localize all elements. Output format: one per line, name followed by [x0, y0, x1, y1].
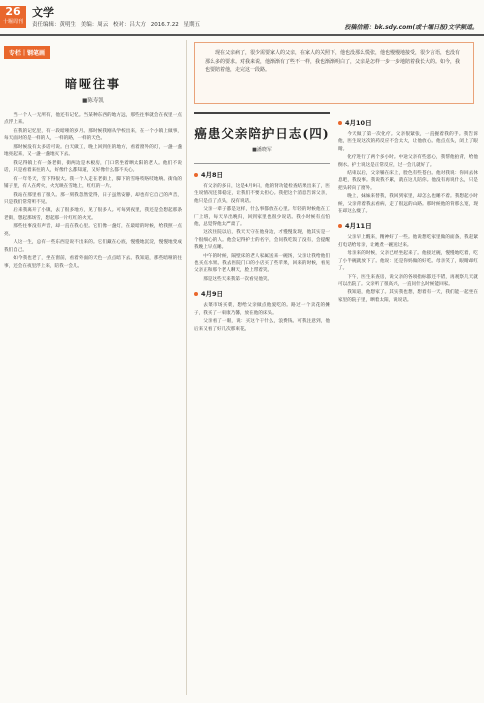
entry-date: 4月9日 — [194, 289, 330, 298]
page-sub-label: 十堰周刊 — [2, 19, 23, 25]
left-article-headline: 暗哑往事 — [64, 77, 121, 91]
left-article — [4, 40, 182, 695]
bullet-icon — [338, 121, 342, 125]
left-article-body — [4, 112, 182, 270]
diary-entry — [194, 289, 330, 333]
paragraph: 晚上，妹妹来替我，我回到家里，却怎么也睡不着。我想起小时候，父亲背着我去看病，走了很远的山路。那时候他的背那么宽，现在却这么瘦了。 — [338, 194, 478, 215]
editor-credits — [32, 20, 203, 28]
issue-weekday: 星期五 — [183, 22, 201, 28]
page-number: 26 — [5, 5, 21, 18]
editor-credit: 美编：周云 — [80, 22, 109, 28]
paragraph: 母亲来的时候，父亲已经坐起来了。他接过碗，慢慢地吃着，吃了小半碗就放下了。他说：还是你妈做的好吃。母亲笑了，眼睛却红了。 — [338, 251, 478, 272]
entry-date: 4月8日 — [194, 170, 330, 179]
bullet-icon — [194, 173, 198, 177]
paragraph: 有一年冬天，雪下得很大。我一个人走在老街上，脚下的雪咯吱咯吱地响。街角的铺子里，有人在烤火，火光映在雪地上，红红的一片。 — [4, 176, 182, 190]
paragraph: 父亲一辈子都是这样，什么事都放在心里。年轻的时候他在工厂上班，每天早出晚归，回到家里也很少说话。我小时候有点怕他，总觉得他太严肃了。 — [194, 207, 330, 228]
editor-credit: 校对：吕大方 — [113, 22, 147, 28]
section-title: 文学 — [32, 6, 54, 19]
paragraph: 父亲早上醒来，精神好了一些。他说想吃家里做的面条，我赶紧打电话给母亲，让她煮一碗送过来。 — [338, 235, 478, 248]
paragraph: 去菜市场买菜，想给父亲做点他爱吃的。路过一个卖花的摊子，我买了一束康乃馨，放在他的床头。 — [194, 303, 330, 316]
diary-entry — [338, 221, 478, 304]
article-summary-box — [194, 42, 474, 104]
diary-entry — [194, 170, 330, 283]
editor-credit: 责任编辑：黄明生 — [32, 22, 77, 28]
column-tag: 专栏｜钢笔画 — [4, 46, 50, 59]
paragraph: 有父亲的多日，这是4月9日，他的肾功能检查结果出来了，医生说情况还算稳定，让我们不要太担心。我把这个消息告诉父亲，他只是点了点头，没有说话。 — [194, 184, 330, 204]
summary-text: 现在父亲病了，很少需要家人的父亲，在家人的关照下，他也没那么慌张，他也慢慢地接受，很少言语，也没有那么多的要求。对我来说，他渐渐有了些不一样，我也渐渐明白了，父亲是怎样一步一步地陪着我长大的。如今，我也要陪着他，走完这一段路。 — [205, 50, 461, 74]
main-article-column-1 — [194, 112, 330, 697]
paragraph: 那是这些天来我第一次看见他笑。 — [203, 276, 273, 282]
paragraph: 人这一生，总有一些东西是说不出来的。它们藏在心底，慢慢地沉淀，慢慢地变成我们自己。 — [4, 240, 182, 253]
diary-entry — [338, 118, 478, 215]
main-article-column-2 — [338, 112, 478, 697]
paragraph: 这次住院以后，我天天守在他身边，才慢慢发现，他其实是一个很细心的人。他会记得护士的名字，会问我吃饭了没有，会提醒我晚上早点睡。 — [194, 230, 330, 251]
paragraph: 中午的时候，隔壁床的老人家属送来一碗汤，父亲让我给他们也买点水果。我去医院门口的小店买了些苹果，回来的时候，看见父亲正和那个老人聊天，脸上带着笑。 — [194, 253, 330, 274]
paragraph: 如今我也老了，坐在窗前，看着外面的天色一点点暗下去。我知道，那些暗哑的往事，还会在夜里浮上来，陪我一会儿。 — [4, 256, 182, 269]
main-headline-box — [194, 112, 330, 164]
paragraph: 那时候没有太多话可说。白天做工，晚上回到住的地方，看着窗外的灯，一盏一盏地亮起来，又一盏一盏地灭下去。 — [4, 144, 182, 158]
paragraph: 化疗进行了两个多小时。中途父亲有些恶心，我帮他拍背，给他倒水。护士说这是正常反应，过一会儿就好了。 — [338, 155, 478, 168]
paragraph: 我记得镇上有一条老街，街两边是木板房，门口常坐着晒太阳的老人。他们不说话，只是看着来往的人，好像什么都知道，又好像什么都不关心。 — [4, 160, 182, 174]
paragraph: 后来我离开了小镇，去了很多地方，见了很多人。可每到夜里，我还是会想起那条老街，想起那场雪，想起那一片红红的火光。 — [4, 208, 182, 221]
headline-text: 癌患父亲陪护日志 — [194, 126, 303, 141]
paragraph: 我知道，他想家了。其实我也想，想着有一天，我们能一起坐在家里的院子里，晒着太阳，说说话。 — [338, 290, 478, 303]
paragraph: 今天做了第一次化疗。父亲很紧张，一直握着我的手。我告诉他，医生说这次的药反应不会太大，让他放心。他点点头，闭上了眼睛。 — [338, 132, 478, 152]
paragraph: 下午，医生来查房，说父亲的各项指标都还不错，再观察几天就可以出院了。父亲听了很高兴，一直问什么时候能回家。 — [338, 274, 478, 287]
paragraph: 我站在那里看了很久。那一刻我忽然觉得，日子虽然安静，却也有它自己的声音，只是我们常常听不见。 — [4, 192, 182, 205]
issue-date: 2016.7.22 — [150, 22, 179, 28]
paragraph: 结束以后，父亲躺在床上，脸色有些苍白。他对我说：你回去休息吧，我没事。我说我不累，就在这儿陪你。他没有再说什么，只是把头转向了窗外。 — [338, 171, 478, 191]
paragraph: 父亲看了一眼，说：买这个干什么，浪费钱。可我注意到，他后来又看了好几次那束花。 — [194, 319, 330, 332]
paragraph: 在我的记忆里，有一段暗哑的岁月。那时候我刚从学校出来，在一个小镇上做事，每天面对的是一样的人，一样的路，一样的天色。 — [4, 128, 182, 142]
paragraph: 当一个人一无所有，他还有记忆。当某种东西的地方远，那些往事就会在夜里一点点浮上来。 — [4, 113, 182, 126]
headline-suffix: (四) — [302, 126, 330, 141]
masthead — [0, 0, 484, 36]
page-number-box — [0, 6, 26, 28]
bullet-icon — [338, 224, 342, 228]
column-divider — [186, 40, 187, 695]
left-article-byline: ■陈寿凯 — [82, 98, 104, 104]
main-headline — [194, 124, 330, 142]
paragraph: 那些往事没有声音，却一直在我心里。它们像一盏灯，在最暗的时候，给我照一点亮。 — [4, 224, 182, 237]
submission-tagline: 投稿信箱：bk.sdy.com(或十堰日报)文学频道。 — [344, 24, 478, 31]
main-byline: ■潘晓军 — [252, 147, 272, 153]
bullet-icon — [194, 292, 198, 296]
entry-date: 4月11日 — [338, 221, 478, 230]
entry-date: 4月10日 — [338, 118, 478, 127]
